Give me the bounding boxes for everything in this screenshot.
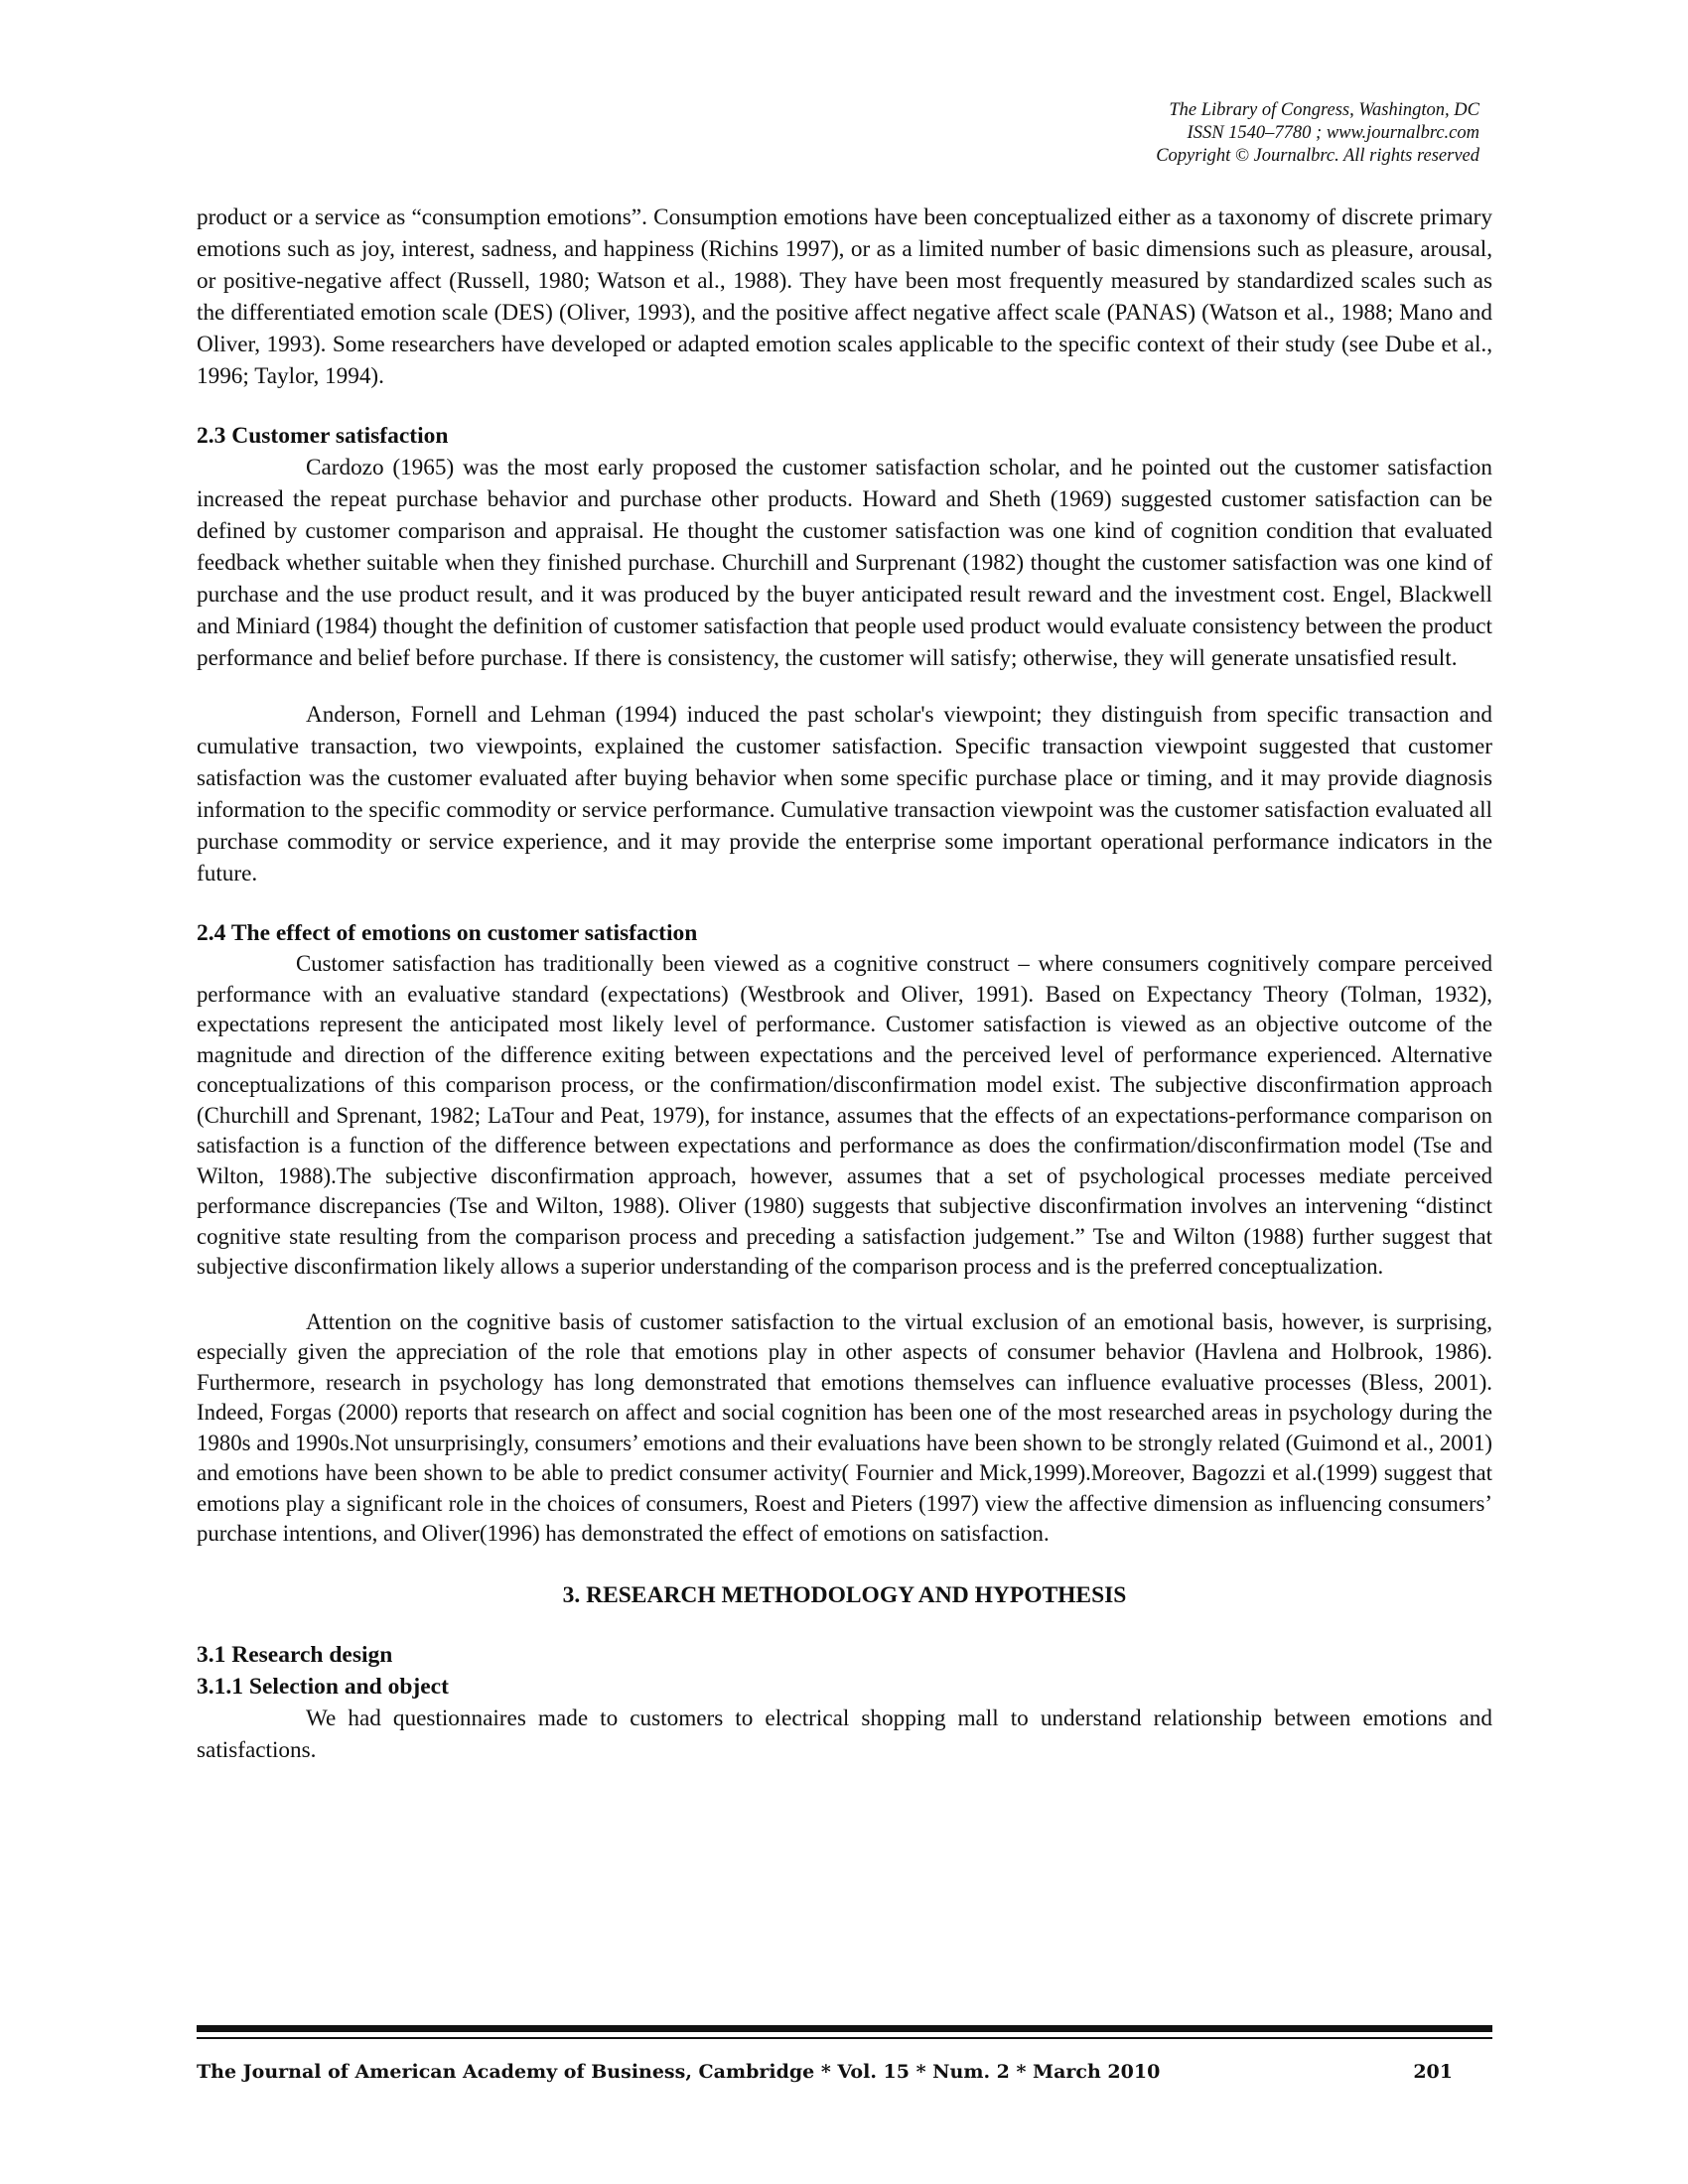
article-body xyxy=(197,202,1492,1766)
header-line-3: Copyright © Journalbrc. All rights reserved xyxy=(1156,146,1479,166)
heading-2-3: 2.3 Customer satisfaction xyxy=(197,423,449,449)
heading-3-1-1: 3.1.1 Selection and object xyxy=(197,1673,449,1700)
header-line-1: The Library of Congress, Washington, DC xyxy=(1169,100,1479,120)
page-number: 201 xyxy=(1413,2061,1453,2083)
paragraph-attention-cognitive: Attention on the cognitive basis of customer satisfaction to the virtual exclusion of an emotional basis, however, is surprising, especially given the appreciation of the role that emotions play in other aspects of consumer behavior (Havlena and Holbrook, 1986). Furthermore, research in psychology has long demonstrated that emotions themselves can influence evaluative processes (Bless, 2001). Indeed, Forgas (2000) reports that research on affect and social cognition has been one of the most researched areas in psychology during the 1980s and 1990s.Not unsurprisingly, consumers’ emotions and their evaluations have been shown to be strongly related (Guimond et al., 2001) and emotions have been shown to be able to predict consumer activity( Fournier and Mick,1999).Moreover, Bagozzi et al.(1999) suggest that emotions play a significant role in the choices of consumers, Roest and Pieters (1997) view the affective dimension as influencing consumers’ purchase intentions, and Oliver(1996) has demonstrated the effect of emotions on satisfaction. xyxy=(197,1308,1492,1546)
paragraph-anderson: Anderson, Fornell and Lehman (1994) induced the past scholar's viewpoint; they distinguish from specific transaction and cumulative transaction, two viewpoints, explained the customer satisfaction. Specific transaction viewpoint suggested that customer satisfaction was the customer evaluated after buying behavior when some specific purchase place or timing, and it may provide diagnosis information to the specific commodity or service performance. Cumulative transaction viewpoint was the customer satisfaction evaluated all purchase commodity or service experience, and it may provide the enterprise some important operational performance indicators in the future. xyxy=(197,702,1492,887)
paragraph-cognitive-construct: Customer satisfaction has traditionally been viewed as a cognitive construct – where consumers cognitively compare perceived performance with an evaluative standard (expectations) (Westbrook and Oliver, 1991). Based on Expectancy Theory (Tolman, 1932), expectations represent the anticipated most likely level of performance. Customer satisfaction is viewed as an objective outcome of the magnitude and direction of the difference exiting between expectations and the perceived level of performance experienced. Alternative conceptualizations of this comparison process, or the confirmation/disconfirmation model exist. The subjective disconfirmation approach (Churchill and Sprenant, 1982; LaTour and Peat, 1979), for instance, assumes that the effects of an expectations-performance comparison on satisfaction is a function of the difference between expectations and performance as does the confirmation/disconfirmation model (Tse and Wilton, 1988).The subjective disconfirmation approach, however, assumes that a set of psychological processes mediate perceived performance discrepancies (Tse and Wilton, 1988). Oliver (1980) suggests that subjective disconfirmation involves an intervening “distinct cognitive state resulting from the comparison process and preceding a satisfaction judgement.” Tse and Wilton (1988) further suggest that subjective disconfirmation likely allows a superior understanding of the comparison process and is the preferred conceptualization. xyxy=(197,951,1492,1279)
paragraph-consumption-emotions: product or a service as “consumption emotions”. Consumption emotions have been conceptualized either as a taxonomy of discrete primary emotions such as joy, interest, sadness, and happiness (Richins 1997), or as a limited number of basic dimensions such as pleasure, arousal, or positive-negative affect (Russell, 1980; Watson et al., 1988). They have been most frequently measured by standardized scales such as the differentiated emotion scale (DES) (Oliver, 1993), and the positive affect negative affect scale (PANAS) (Watson et al., 1988; Mano and Oliver, 1993). Some researchers have developed or adapted emotion scales applicable to the specific context of their study (see Dube et al., 1996; Taylor, 1994). xyxy=(197,205,1492,389)
footer-rule-thick xyxy=(197,2025,1492,2032)
header-line-2: ISSN 1540–7780 ; www.journalbrc.com xyxy=(1187,123,1479,143)
footer-journal-citation: The Journal of American Academy of Business, Cambridge * Vol. 15 * Num. 2 * March 2010 xyxy=(197,2061,1161,2083)
running-header xyxy=(784,99,1479,168)
paragraph-cardozo: Cardozo (1965) was the most early proposed the customer satisfaction scholar, and he pointed out the customer satisfaction increased the repeat purchase behavior and purchase other products. Howard and Sheth (1969) suggested customer satisfaction can be defined by customer comparison and appraisal. He thought the customer satisfaction was one kind of cognition condition that evaluated feedback whether suitable when they finished purchase. Churchill and Surprenant (1982) thought the customer satisfaction was one kind of purchase and the use product result, and it was produced by the buyer anticipated result reward and the investment cost. Engel, Blackwell and Miniard (1984) thought the definition of customer satisfaction that people used product would evaluate consistency between the product performance and belief before purchase. If there is consistency, the customer will satisfy; otherwise, they will generate unsatisfied result. xyxy=(197,455,1492,671)
heading-section-3: 3. RESEARCH METHODOLOGY AND HYPOTHESIS xyxy=(562,1581,1127,1608)
footer-rule-thin xyxy=(197,2037,1492,2039)
heading-3-1: 3.1 Research design xyxy=(197,1641,393,1668)
heading-2-4: 2.4 The effect of emotions on customer satisfaction xyxy=(197,920,698,946)
paragraph-questionnaires: We had questionnaires made to customers to electrical shopping mall to understand relationship between emotions and satisfactions. xyxy=(197,1705,1492,1763)
